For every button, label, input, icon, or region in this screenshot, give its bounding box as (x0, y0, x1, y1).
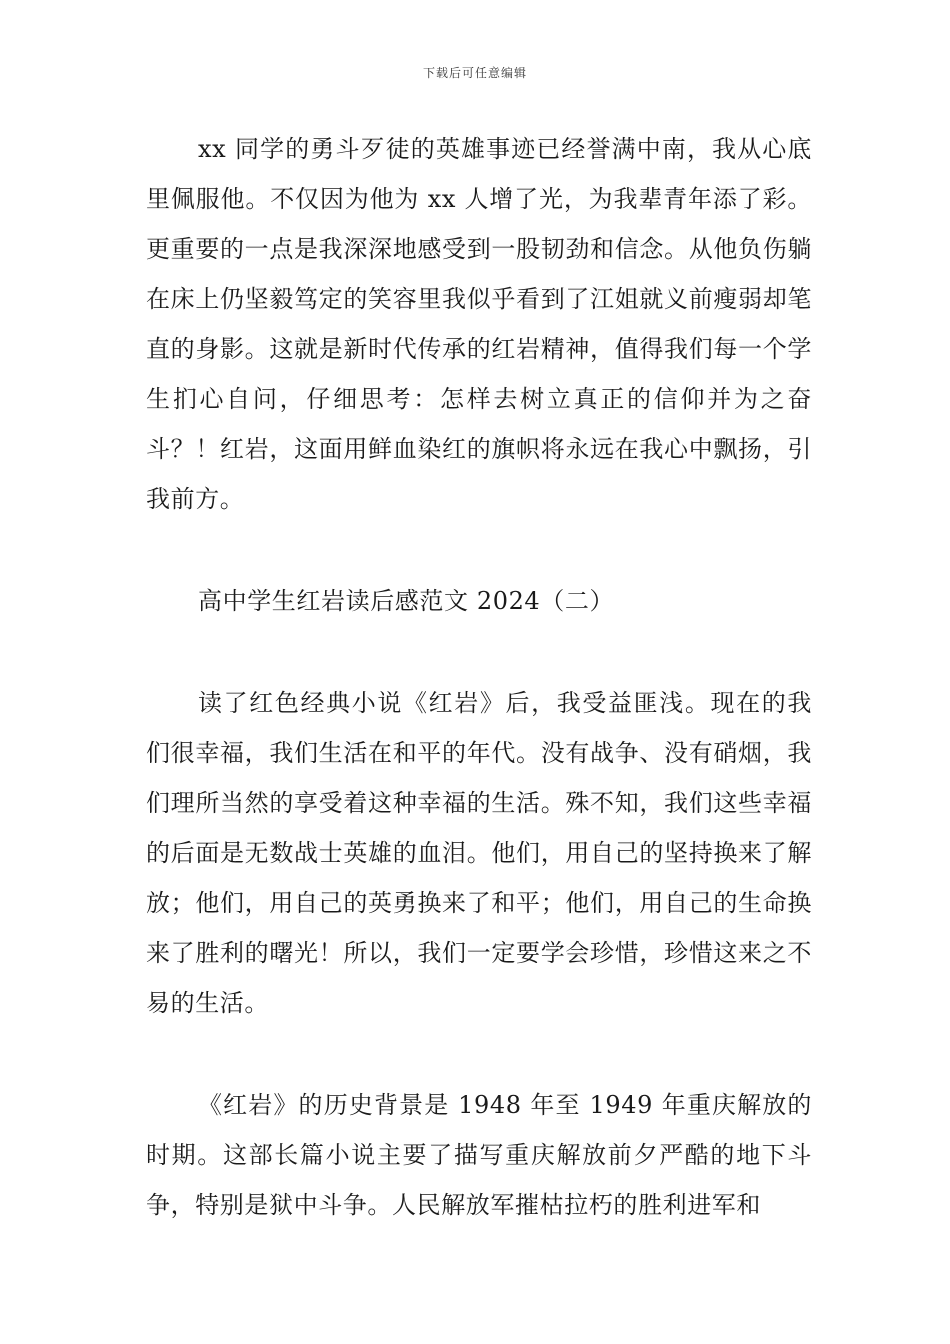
paragraph-1: xx 同学的勇斗歹徒的英雄事迹已经誉满中南，我从心底里佩服他。不仅因为他为 xx 人增了光，为我辈青年添了彩。更重要的一点是我深深地感受到一股韧劲和信念。从他负伤躺在床上仍坚毅笃定的笑容里我似乎看到了江姐就义前瘦弱却笔直的身影。这就是新时代传承的红岩精神，值得我们每一个学生扪心自问，仔细思考：怎样去树立真正的信仰并为之奋斗？！红岩，这面用鲜血染红的旗帜将永远在我心中飘扬，引我前方。 (146, 135, 812, 513)
paragraph-gap (146, 524, 812, 576)
section-title: 高中学生红岩读后感范文 2024（二） (198, 587, 615, 615)
paragraph-gap (146, 626, 812, 678)
paragraph-3: 《红岩》的历史背景是 1948 年至 1949 年重庆解放的时期。这部长篇小说主要了描写重庆解放前夕严酷的地下斗争，特别是狱中斗争。人民解放军摧枯拉朽的胜利进军和 (146, 1091, 812, 1219)
header-note: 下载后可任意编辑 (422, 66, 527, 80)
paragraph-2: 读了红色经典小说《红岩》后，我受益匪浅。现在的我们很幸福，我们生活在和平的年代。没有战争、没有硝烟，我们理所当然的享受着这种幸福的生活。殊不知，我们这些幸福的后面是无数战士英雄的血泪。他们，用自己的坚持换来了解放；他们，用自己的英勇换来了和平；他们，用自己的生命换来了胜利的曙光！所以，我们一定要学会珍惜，珍惜这来之不易的生活。 (146, 689, 812, 1017)
paragraph-gap (146, 1028, 812, 1080)
document-body (146, 124, 812, 1230)
